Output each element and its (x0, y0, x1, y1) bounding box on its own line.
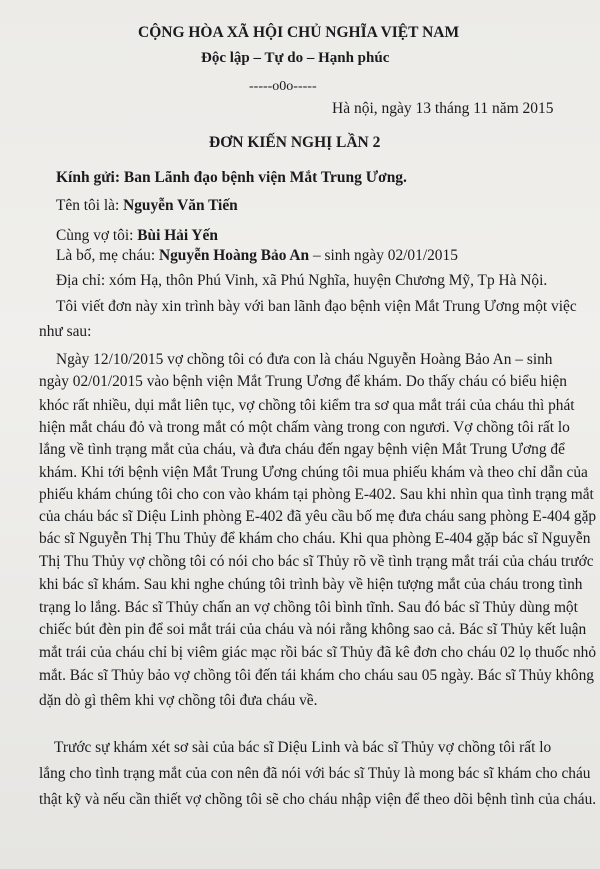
body-line: như sau: (39, 323, 92, 340)
place-date: Hà nội, ngày 13 tháng 11 năm 2015 (332, 100, 554, 117)
body-line: mắt. Bác sĩ Thủy bảo vợ chồng tôi đến tái khám cho cháu sau 05 ngày. Bác sĩ Thủy không (39, 667, 594, 684)
body-line: phiếu khám chúng tôi cho con vào khám tại phòng E-402. Sau khi nhìn qua tình trạng mắt (39, 486, 594, 503)
body-line: Tôi viết đơn này xin trình bày với ban lãnh đạo bệnh viện Mắt Trung Ương một việc (56, 298, 577, 315)
body-line: của cháu bác sĩ Diệu Linh phòng E-402 đã yêu cầu bố mẹ đưa cháu sang phòng E-404 gặp (39, 508, 597, 525)
body-line: lắng cho tình trạng mắt của con nên đã nói với bác sĩ Thủy là mong bác sĩ khám cho cháu (39, 765, 591, 782)
header-divider: -----o0o----- (249, 79, 317, 94)
motto: Độc lập – Tự do – Hạnh phúc (201, 50, 390, 66)
body-line: thật kỹ và nếu cần thiết vợ chồng tôi sẽ cho cháu nhập viện để theo dõi bệnh tình của cháu. (39, 791, 597, 808)
recipient: Kính gửi: Ban Lãnh đạo bệnh viện Mắt Trung Ương. (56, 169, 407, 186)
body-line: khám. Khi tới bệnh viện Mắt Trung Ương chúng tôi mua phiếu khám và theo chỉ dẫn của (39, 464, 588, 481)
spouse-line (56, 228, 218, 243)
sender-name-label: Tên tôi là: (56, 197, 124, 214)
body-line: Ngày 12/10/2015 vợ chồng tôi có đưa con là cháu Nguyễn Hoàng Bảo An – sinh (56, 351, 553, 368)
sender-name-line (56, 198, 238, 213)
sender-name: Nguyễn Văn Tiến (123, 197, 238, 214)
body-line: dặn dò gì thêm khi vợ chồng tôi đưa cháu về. (39, 692, 318, 709)
body-line: chiếc bút đèn pin để soi mắt trái của cháu và nói rằng không sao cả. Bác sĩ Thủy kết luận (39, 621, 587, 638)
nation-heading: CỘNG HÒA XÃ HỘI CHỦ NGHĨA VIỆT NAM (138, 24, 460, 41)
body-line: mắt trái của cháu chỉ bị viêm giác mạc rồi bác sĩ Thủy đã kê đơn cho cháu 02 lọ thuốc nhỏ (39, 644, 597, 661)
document-title: ĐƠN KIẾN NGHỊ LẦN 2 (209, 134, 381, 151)
parent-line (56, 248, 458, 263)
child-dob: – sinh ngày 02/01/2015 (309, 247, 458, 264)
child-name: Nguyễn Hoàng Bảo An (159, 247, 310, 264)
parent-label: Là bố, mẹ cháu: (56, 247, 159, 264)
body-line: hiện mắt cháu đỏ và trong mắt có một chấm vàng trong con ngươi. Vợ chồng tôi rất lo (39, 419, 570, 436)
body-line: khi bác sĩ khám. Sau khi nghe chúng tôi trình bày về hiện tượng mắt của cháu trong tình (39, 576, 583, 593)
body-line: Thị Thu Thủy vợ chồng tôi có nói cho bác sĩ Thủy rõ về tình trạng mắt trái của cháu trước (39, 553, 594, 570)
spouse-name: Bùi Hải Yến (137, 227, 218, 244)
body-line: trạng lo lắng. Bác sĩ Thủy chấn an vợ chồng tôi bình tĩnh. Sau đó bác sĩ Thủy dùng một (39, 599, 578, 616)
body-line: bác sĩ Nguyễn Thị Thu Thủy để khám cho cháu. Khi qua phòng E-404 gặp bác sĩ Nguyễn (39, 530, 591, 547)
spouse-label: Cùng vợ tôi: (56, 227, 138, 244)
body-line: lắng về tình trạng mắt của cháu, và đưa cháu đến ngay bệnh viện Mắt Trung Ương để (39, 441, 565, 458)
address-line: Địa chỉ: xóm Hạ, thôn Phú Vinh, xã Phú Nghĩa, huyện Chương Mỹ, Tp Hà Nội. (56, 272, 548, 289)
body-line: ngày 02/01/2015 vào bệnh viện Mắt Trung Ương để khám. Do thấy cháu có biểu hiện (39, 373, 567, 390)
body-line: Trước sự khám xét sơ sài của bác sĩ Diệu Linh và bác sĩ Thủy vợ chồng tôi rất lo (54, 739, 552, 756)
body-line: khóc rất nhiều, dụi mắt liên tục, vợ chồng tôi kiểm tra sơ qua mắt trái của cháu thì phát (39, 397, 575, 414)
